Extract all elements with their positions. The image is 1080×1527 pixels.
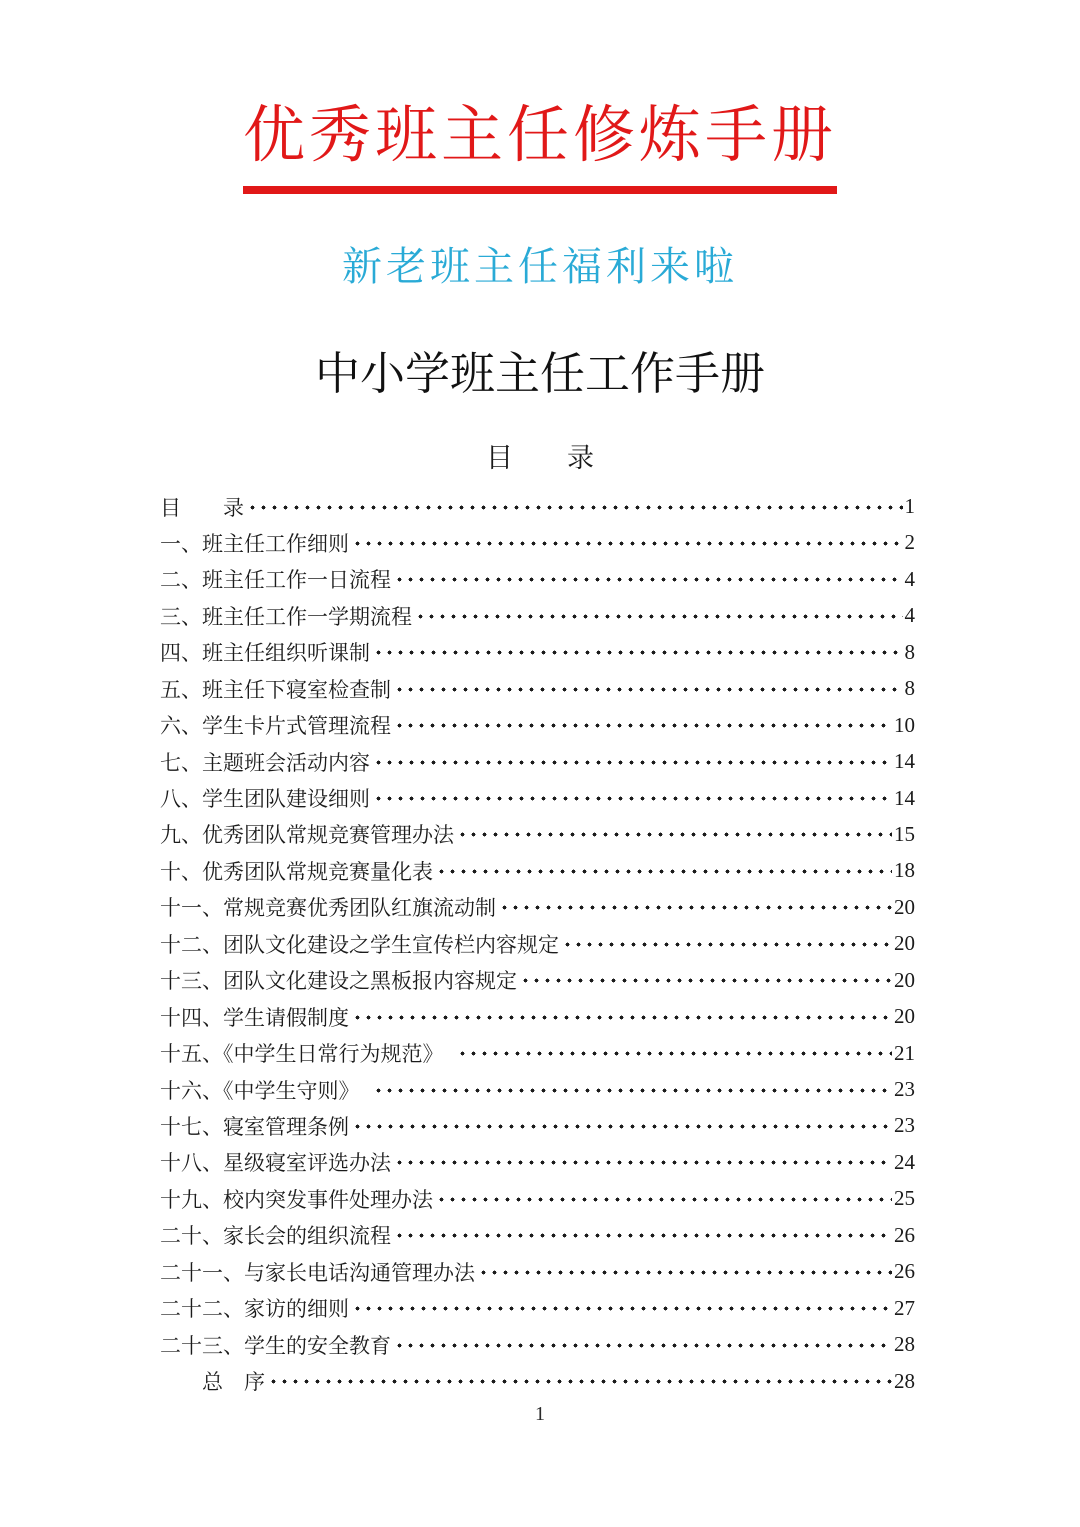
toc-entry-page: 20 bbox=[894, 931, 915, 956]
toc-dot-leader bbox=[394, 707, 892, 743]
toc-entry bbox=[160, 525, 915, 561]
toc-dot-leader bbox=[373, 1071, 892, 1107]
toc-dot-leader bbox=[436, 1181, 892, 1217]
page-number: 1 bbox=[535, 1403, 545, 1426]
toc-entry bbox=[160, 926, 915, 962]
handbook-title-text: 优秀班主任修炼手册 bbox=[243, 102, 837, 194]
toc-entry-page: 14 bbox=[894, 785, 915, 810]
toc-entry bbox=[160, 1326, 915, 1362]
toc-entry-label: 十七、寝室管理条例 bbox=[160, 1114, 349, 1139]
toc-entry bbox=[160, 1144, 915, 1180]
toc-dot-leader bbox=[394, 561, 903, 597]
toc-entry-label: 十二、团队文化建设之学生宣传栏内容规定 bbox=[160, 932, 559, 957]
toc-entry-page: 20 bbox=[894, 967, 915, 992]
toc-entry-label: 十三、团队文化建设之黑板报内容规定 bbox=[160, 969, 517, 994]
toc-dot-leader bbox=[457, 816, 892, 852]
toc-entry-label: 二、班主任工作一日流程 bbox=[160, 568, 391, 593]
toc-entry-page: 27 bbox=[894, 1295, 915, 1320]
toc-entry-page: 26 bbox=[894, 1259, 915, 1284]
handbook-title bbox=[0, 102, 1080, 194]
toc-entry bbox=[160, 1181, 915, 1217]
toc-entry bbox=[160, 780, 915, 816]
toc-dot-leader bbox=[478, 1254, 892, 1290]
toc-entry-page: 28 bbox=[894, 1332, 915, 1357]
toc-entry bbox=[160, 816, 915, 852]
toc-entry bbox=[160, 962, 915, 998]
toc-entry bbox=[160, 998, 915, 1034]
toc-dot-leader bbox=[520, 962, 892, 998]
toc-dot-leader bbox=[394, 1217, 892, 1253]
toc-dot-leader bbox=[415, 598, 903, 634]
toc-entry-label: 十一、常规竞赛优秀团队红旗流动制 bbox=[160, 896, 496, 921]
toc-heading: 目 录 bbox=[486, 442, 594, 473]
toc-entry-label: 四、班主任组织听课制 bbox=[160, 641, 370, 666]
toc-entry-page: 15 bbox=[894, 821, 915, 846]
toc-entry-label: 十六、《中学生守则》 bbox=[160, 1078, 370, 1103]
toc-entry-page: 8 bbox=[904, 639, 915, 664]
toc-entry-label: 十九、校内突发事件处理办法 bbox=[160, 1187, 433, 1212]
toc-entry-label: 二十二、家访的细则 bbox=[160, 1297, 349, 1322]
toc-entry-label: 七、主题班会活动内容 bbox=[160, 750, 370, 775]
toc-entry-page: 1 bbox=[904, 494, 915, 519]
toc-entry-label: 二十、家长会的组织流程 bbox=[160, 1224, 391, 1249]
toc-entry-page: 2 bbox=[904, 530, 915, 555]
toc-dot-leader bbox=[373, 743, 892, 779]
toc-entry-page: 23 bbox=[894, 1077, 915, 1102]
toc-entry-page: 21 bbox=[894, 1040, 915, 1065]
toc-entry-label: 十五、《中学生日常行为规范》 bbox=[160, 1042, 454, 1067]
toc-entry-page: 26 bbox=[894, 1222, 915, 1247]
toc-entry-label: 一、班主任工作细则 bbox=[160, 531, 349, 556]
toc-entry-page: 14 bbox=[894, 749, 915, 774]
toc-entry bbox=[160, 561, 915, 597]
toc-dot-leader bbox=[436, 853, 892, 889]
toc-dot-leader bbox=[268, 1363, 892, 1399]
toc-entry bbox=[160, 488, 915, 524]
toc-dot-leader bbox=[394, 1144, 892, 1180]
toc-dot-leader bbox=[499, 889, 892, 925]
toc-entry-page: 23 bbox=[894, 1113, 915, 1138]
toc-entry-page: 20 bbox=[894, 894, 915, 919]
toc-entry bbox=[160, 671, 915, 707]
toc-dot-leader bbox=[352, 1290, 892, 1326]
toc-entry-page: 18 bbox=[894, 858, 915, 883]
toc-entry bbox=[160, 743, 915, 779]
toc-entry-label: 五、班主任下寝室检查制 bbox=[160, 677, 391, 702]
toc-entry-page: 4 bbox=[904, 566, 915, 591]
subtitle: 新老班主任福利来啦 bbox=[342, 244, 738, 290]
toc-entry bbox=[160, 1217, 915, 1253]
toc-entry bbox=[160, 707, 915, 743]
toc-entry bbox=[160, 1363, 915, 1399]
toc-entry-label: 八、学生团队建设细则 bbox=[160, 787, 370, 812]
toc-entry-page: 20 bbox=[894, 1004, 915, 1029]
toc-dot-leader bbox=[394, 671, 903, 707]
toc-entry-page: 4 bbox=[904, 603, 915, 628]
toc-dot-leader bbox=[373, 780, 892, 816]
toc-entry-label: 十八、星级寝室评选办法 bbox=[160, 1151, 391, 1176]
toc-entry bbox=[160, 1071, 915, 1107]
toc-entry-page: 25 bbox=[894, 1186, 915, 1211]
toc-dot-leader bbox=[352, 525, 903, 561]
toc-entry bbox=[160, 1108, 915, 1144]
toc-entry-label: 二十一、与家长电话沟通管理办法 bbox=[160, 1260, 475, 1285]
toc-entry-page: 24 bbox=[894, 1149, 915, 1174]
toc-entry bbox=[160, 853, 915, 889]
toc-dot-leader bbox=[373, 634, 903, 670]
toc-dot-leader bbox=[247, 488, 903, 524]
toc-entry-page: 10 bbox=[894, 712, 915, 737]
toc-dot-leader bbox=[457, 1035, 892, 1071]
toc-entry-label: 九、优秀团队常规竞赛管理办法 bbox=[160, 823, 454, 848]
toc-entry-label: 三、班主任工作一学期流程 bbox=[160, 604, 412, 629]
toc-dot-leader bbox=[562, 926, 892, 962]
toc-entry-page: 8 bbox=[904, 676, 915, 701]
toc-entry-page: 28 bbox=[894, 1368, 915, 1393]
toc-entry-label: 十、优秀团队常规竞赛量化表 bbox=[160, 859, 433, 884]
toc-entry bbox=[160, 1290, 915, 1326]
toc-entry bbox=[160, 1254, 915, 1290]
toc-entry bbox=[160, 634, 915, 670]
toc-entry bbox=[160, 889, 915, 925]
toc-entry bbox=[160, 1035, 915, 1071]
toc-dot-leader bbox=[352, 1108, 892, 1144]
toc-dot-leader bbox=[394, 1326, 892, 1362]
toc-entry-label: 目 录 bbox=[160, 495, 244, 520]
toc-entry-label: 总 序 bbox=[160, 1370, 265, 1395]
toc-entry-label: 六、学生卡片式管理流程 bbox=[160, 714, 391, 739]
toc-dot-leader bbox=[352, 998, 892, 1034]
toc-entry-label: 十四、学生请假制度 bbox=[160, 1005, 349, 1030]
toc bbox=[160, 488, 915, 1399]
document-title: 中小学班主任工作手册 bbox=[314, 349, 765, 400]
toc-entry-label: 二十三、学生的安全教育 bbox=[160, 1333, 391, 1358]
toc-entry bbox=[160, 598, 915, 634]
